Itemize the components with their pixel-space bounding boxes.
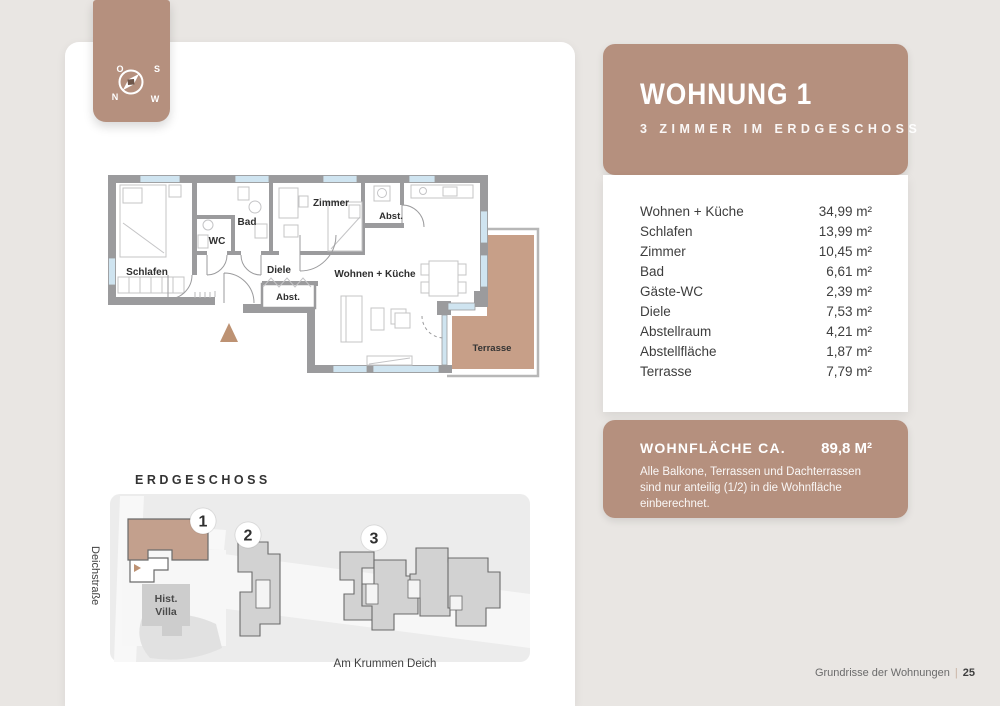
table-row — [640, 362, 872, 382]
compass-w: W — [150, 94, 160, 104]
siteplan-heading: ERDGESCHOSS — [135, 473, 271, 487]
villa-label-line1: Hist. — [154, 593, 178, 605]
room-label-bad: Bad — [237, 217, 257, 228]
row-value: 34,99 m² — [818, 204, 872, 219]
table-row — [640, 242, 872, 262]
table-row — [640, 322, 872, 342]
badge-3: 3 — [369, 530, 379, 548]
compass-o: O — [116, 64, 124, 74]
street-label-deichstrasse: Deichstraße — [89, 546, 101, 606]
summary-label: WOHNFLÄCHE CA. — [640, 440, 786, 456]
living-area-summary — [603, 420, 908, 518]
table-row — [640, 202, 872, 222]
room-label-schlafen: Schlafen — [126, 267, 168, 278]
floor-plan — [95, 165, 555, 390]
row-label: Gäste-WC — [640, 284, 704, 299]
row-label: Schlafen — [640, 224, 693, 239]
apartment-title: WOHNUNG 1 — [640, 78, 813, 111]
summary-note: Alle Balkone, Terrassen und Dachterrassen sind nur anteilig (1/2) in die Wohnfläche einberechnet. — [640, 466, 861, 510]
floorplan-furniture — [118, 185, 473, 365]
street-label-am-krummen-deich: Am Krummen Deich — [333, 658, 437, 670]
table-row — [640, 342, 872, 362]
room-label-wohnen: Wohnen + Küche — [334, 269, 416, 280]
row-value: 1,87 m² — [826, 344, 872, 359]
villa-label-line2: Villa — [155, 606, 177, 618]
row-label: Diele — [640, 304, 671, 319]
room-label-abst-oben: Abst. — [379, 211, 403, 222]
footer-separator: | — [954, 667, 958, 679]
room-label-zimmer: Zimmer — [312, 198, 350, 209]
badge-1: 1 — [198, 513, 208, 531]
row-label: Zimmer — [640, 244, 686, 259]
row-value: 7,79 m² — [826, 364, 872, 379]
room-label-abst-unten: Abst. — [276, 292, 300, 303]
table-row — [640, 262, 872, 282]
row-label: Abstellraum — [640, 324, 712, 339]
row-value: 10,45 m² — [818, 244, 872, 259]
badge-2: 2 — [243, 527, 253, 545]
site-plan — [110, 494, 530, 664]
row-value: 4,21 m² — [826, 324, 872, 339]
summary-row — [640, 440, 872, 457]
area-table — [640, 202, 872, 382]
page-footer — [815, 667, 975, 679]
compass-n: N — [111, 92, 119, 102]
row-label: Terrasse — [640, 364, 692, 379]
row-label: Bad — [640, 264, 665, 279]
row-value: 2,39 m² — [826, 284, 872, 299]
footer-label: Grundrisse der Wohnungen — [814, 667, 950, 679]
apartment-subtitle: 3 ZIMMER IM ERDGESCHOSS — [640, 122, 922, 136]
row-label: Wohnen + Küche — [640, 204, 744, 219]
row-value: 6,61 m² — [826, 264, 872, 279]
summary-value: 89,8 M² — [821, 440, 872, 457]
compass-s: S — [153, 64, 161, 74]
room-label-terrasse: Terrasse — [472, 343, 512, 354]
room-label-diele: Diele — [267, 265, 291, 276]
table-row — [640, 282, 872, 302]
page-number: 25 — [962, 667, 975, 679]
row-value: 7,53 m² — [826, 304, 872, 319]
row-value: 13,99 m² — [818, 224, 872, 239]
plan-card — [65, 42, 575, 706]
room-label-wc: WC — [208, 236, 226, 247]
table-row — [640, 302, 872, 322]
compass-card — [93, 0, 170, 122]
area-table-card — [603, 175, 908, 412]
apartment-header — [603, 44, 922, 175]
entrance-arrow-icon — [220, 323, 238, 342]
table-row — [640, 222, 872, 242]
row-label: Abstellfläche — [640, 344, 717, 359]
